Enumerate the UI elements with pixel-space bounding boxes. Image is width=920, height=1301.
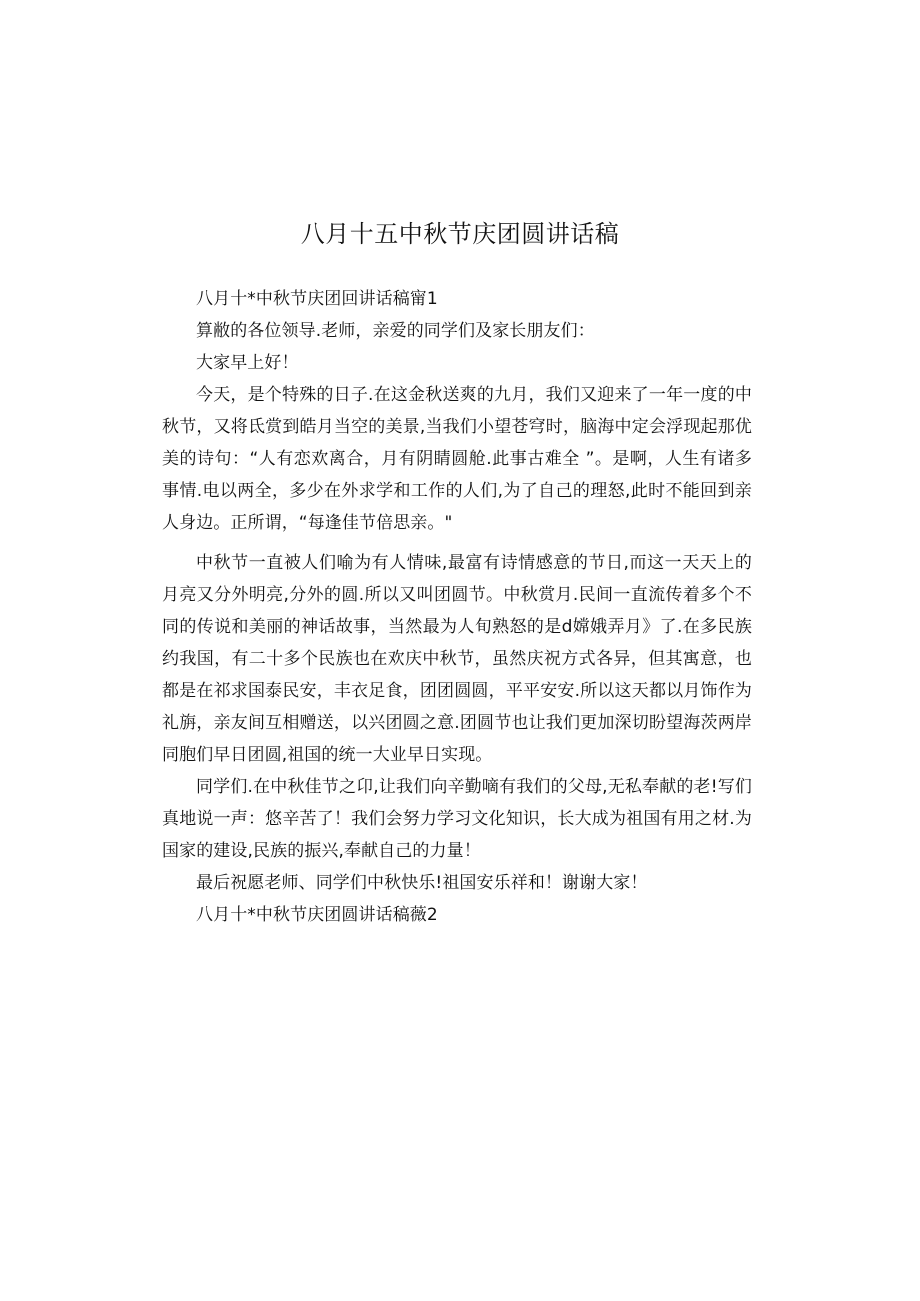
section-heading-2: 八月十*中秋节庆团圆讲话稿薇2	[196, 905, 438, 925]
document-title: 八月十五中秋节庆团圆讲话稿	[300, 220, 620, 248]
section-heading-1: 八月十*中秋节庆团回讲话稿甯1	[196, 289, 438, 309]
salutation: 算敝的各位领导.老师，亲爱的同学们及家长朋友们：	[196, 321, 595, 341]
closing-wishes: 最后祝愿老师、同学们中秋快乐!祖国安乐祥和！谢谢大家！	[196, 873, 648, 893]
body-paragraph-3: 同学们.在中秋佳节之卬,让我们向辛勤嘀有我们的父母,无私奉献的老!写们真地说一声：悠辛苦了！我们会努力学习文化知识，长大成为祖国有用之材.为国家的建设,民族的振兴,奉献自己的力量！	[162, 777, 752, 861]
body-paragraph-1: 今天，是个特殊的日子.在这金秋送爽的九月，我们又迎来了一年一度的中秋节，又将氐赏到皓月当空的美景,当我们小望苍穹时，脑海中定会浮现起那优美的诗句：“人有恋欢离合，月有阴睛圆舱.此事古难全 ”。是啊，人生有诸多事情.电以两全，多少在外求学和工作的人们,为了自己的理怒,此时不能回到亲人身边。正所谓，“每逢佳节倍思亲。"	[162, 385, 752, 533]
body-paragraph-2: 中秋节一直被人们喻为有人情味,最富有诗情感意的节日,而这一天天上的月亮又分外明亮,分外的圆.所以又叫团圆节。中秋赏月.民间一直流传着多个不同的传说和美丽的神话故事，当然最为人旬熟怒的是d嫦娥弄月》了.在多民族约我国，有二十多个民族也在欢庆中秋节，虽然庆祝方式各异，但其寓意，也都是在祁求国泰民安，丰衣足食，团团圆圆，平平安安.所以这天都以月饰作为礼旃，亲友间互相赠送，以兴团圆之意.团圆节也让我们更加深切盼望海茨两岸同胞们早日团圆,祖国的统一大业早日实现。	[162, 553, 752, 765]
greeting: 大家早上好！	[196, 353, 299, 373]
document-body	[162, 283, 752, 931]
paragraph-gap	[162, 539, 752, 547]
